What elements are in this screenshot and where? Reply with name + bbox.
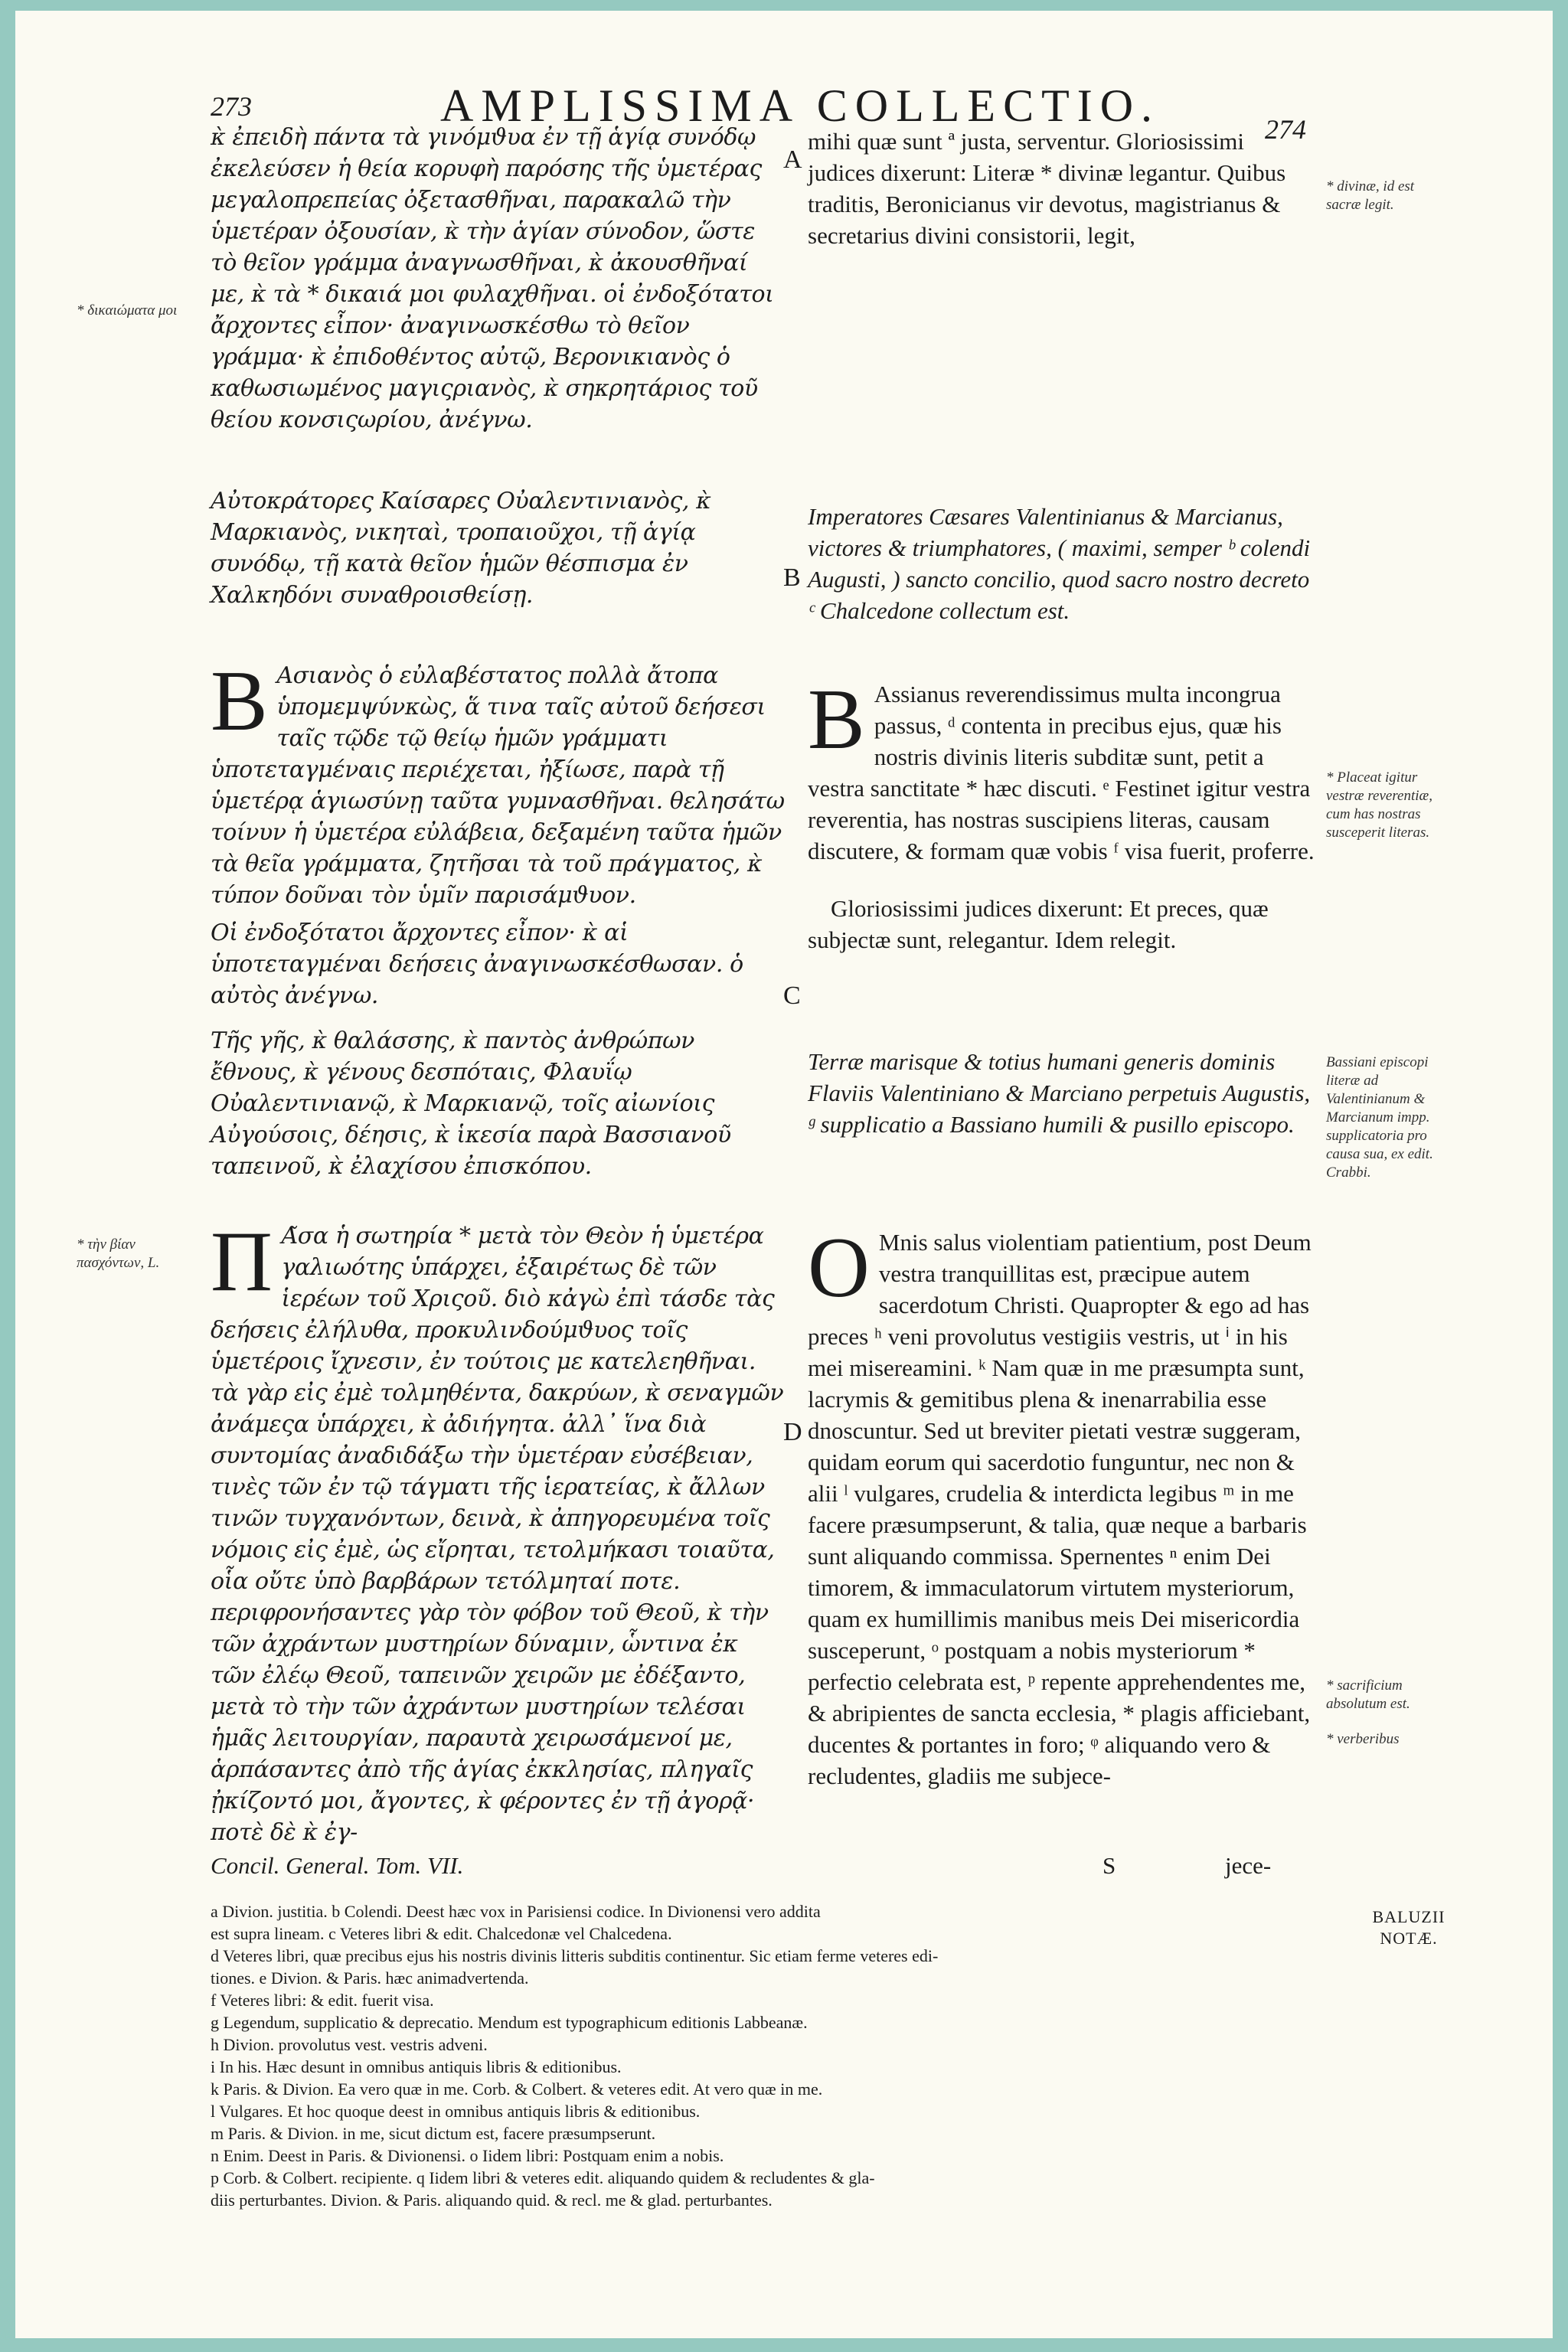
margin-letter-c: C: [783, 982, 801, 1010]
footnote-line: a Divion. justitia. b Colendi. Deest hæc vox in Parisiensi codice. In Divionensi vero addita: [211, 1902, 821, 1921]
latin-column-section-2: [808, 501, 1317, 632]
latin-paragraph: Gloriosissimi judices dixerunt: Et preces, quæ subjectæ sunt, relegantur. Idem relegit.: [808, 895, 1269, 953]
footnote-line: h Divion. provolutus vest. vestris adveni.: [211, 2035, 488, 2054]
margin-note-left: * δικαιώματα μοι: [77, 302, 178, 318]
greek-paragraph: Π Α̃σα ἡ σωτηρία * μετὰ τὸν Θεὸν ἡ ὑμετέρα γαλιωότης ὑπάρχει, ἐξαιρέτως δὲ τῶν ἱερέων τοῦ Χριςοῦ. διὸ κἀγὼ ἐπὶ τάσδε τὰς δεήσεις ἐλήλυθα, προκυλινδούμϑυος τοῖς ὑμετέροις ἴχνεσιν, ἐν τούτοις με κατελεηθῆναι. τὰ γὰρ εἰς ἐμὲ τολμηθέντα, δακρύων, κ̀ σεναγμῶν ἀνάμεςα ὑπάρχει, κ̀ ἀδιήγητα. ἀλλ᾽ ἵνα διὰ συντομίας ἀναδιδάξω τὴν ὑμετέραν εὐσέβειαν, τινὲς τῶν ἐν τῷ τάγματι τῆς ἱερατείας, κ̀ ἄλλων τινῶν τυγχανόντων, δεινὰ, κ̀ ἀπηγορευμένα τοῖς νόμοις εἰς ἐμὲ, ὡς εἴρηται, τετολμήκασι τοιαῦτα, οἷα οὔτε ὑπὸ βαρβάρων τετόλμηταί ποτε. περιφρονήσαντες γὰρ τὸν φόβον τοῦ Θεοῦ, κ̀ τὴν τῶν ἀχράντων μυστηρίων δύναμιν, ὧντινα ἐκ τῶν ἐλέῳ Θεοῦ, ταπεινῶν χειρῶν με ἐδέξαντο, μετὰ τὸ τὴν τῶν ἀχράντων μυστηρίων τελέσαι ἡμᾶς λειτουργίαν, παραυτὰ χειρωσάμενοί με, ἁρπάσαντες ἀπὸ τῆς ἁγίας ἐκκλησίας, πληγαῖς ᾐκίζοντό μοι, ἄγοντες, κ̀ φέροντες ἐν τῇ ἀγορᾷ· ποτὲ δὲ κ̀ ἐγ-: [211, 1214, 784, 1846]
margin-letter-d: D: [783, 1418, 802, 1446]
footnote-line: i In his. Hæc desunt in omnibus antiquis libris & editionibus.: [211, 2057, 622, 2076]
footnote-line: diis perturbantes. Divion. & Paris. aliquando quid. & recl. me & glad. perturbantes.: [211, 2190, 773, 2210]
greek-column-section-5: [211, 1214, 785, 1854]
footnote-line: p Corb. & Colbert. recipiente. q Iidem libri & veteres edit. aliquando quidem & recludentes & gla-: [211, 2168, 875, 2187]
book-page: [15, 11, 1553, 2338]
footnote-line: n Enim. Deest in Paris. & Divionensi. o Iidem libri: Postquam enim a nobis.: [211, 2146, 724, 2165]
footnote-line: l Vulgares. Et hoc quoque deest in omnibus antiquis libris & editionibus.: [211, 2102, 701, 2121]
margin-note-right: * verberibus: [1326, 1731, 1400, 1747]
margin-letter-a: A: [783, 145, 802, 174]
greek-column-section-3: [211, 654, 785, 1018]
baluzii-notes-label: BALUZII NOTÆ.: [1372, 1907, 1446, 1948]
footnote-line: g Legendum, supplicatio & deprecatio. Mendum est typographicum editionis Labbeanæ.: [211, 2013, 808, 2032]
footnote-line: tiones. e Divion. & Paris. hæc animadvertenda.: [211, 1968, 529, 1988]
latin-column-section-1: [808, 126, 1317, 257]
margin-note-right: * Placeat igitur vestræ reverentiæ, cum has nostras susceperit literas.: [1326, 769, 1432, 841]
margin-note-left: * τὴν βίαν πασχόντων, L.: [77, 1236, 160, 1271]
margin-letter-b: B: [783, 564, 801, 592]
latin-column-section-5: [808, 1220, 1317, 1798]
left-page-number: 273: [211, 91, 252, 122]
signature-mark: S: [1102, 1852, 1116, 1879]
greek-column-section-4: [211, 1025, 785, 1188]
footnotes: [211, 1900, 1359, 2211]
greek-paragraph: κ̀ ἐπειδὴ πάντα τὰ γινόμϑυα ἐν τῇ ἁγίᾳ συνόδῳ ἐκελεύσεν ἡ θεία κορυφὴ παρόσης τῆς ὑμετέρας μεγαλοπρεπείας ὀξετασθῆναι, παρακαλῶ τὴν ὑμετέραν ὀξουσίαν, κ̀ τὴν ἁγίαν σύνοδον, ὥστε τὸ θεῖον γράμμα ἀναγνωσθῆναι, κ̀ ἀκουσθῆναί με, κ̀ τὰ * δικαιά μοι φυλαχθῆναι. οἱ ἐνδοξότατοι ἄρχοντες εἶπον· ἀναγινωσκέσθω τὸ θεῖον γράμμα· κ̀ ἐπιδοθέντος αὐτῷ, Βερονικιανὸς ὁ καθωσιωμένος μαγιςριανὸς, κ̀ σηκρητάριος τοῦ θείου κονσιςωρίου, ἀνέγνω.: [211, 124, 774, 433]
latin-column-section-3: [808, 672, 1317, 962]
margin-note-right: * sacrificium absolutum est.: [1326, 1677, 1410, 1712]
greek-column-section-2: [211, 485, 785, 617]
latin-paragraph: O Mnis salus violentiam patientium, post Deum vestra tranquillitas est, præcipue autem sacerdotum Christi. Quapropter & ego ad has preces ʰ veni provolutus vestigiis vestris, ut ⁱ in his mei misereamini. ᵏ Nam quæ in me præsumpta sunt, lacrymis & gemitibus plena & inenarrabilia esse dnoscuntur. Sed ut breviter pietati vestræ suggeram, quidam eorum qui sacerdotio funguntur, nec non & alii ˡ vulgares, crudelia & interdicta legibus ᵐ in me facere præsumpserunt, & talia, quæ neque a barbaris sunt aliquando commissa. Spernentes ⁿ enim Dei timorem, & immaculatorum virtutem mysteriorum, quam ex humillimis manibus meis Dei misericordia susceperunt, ᵒ postquam a nobis mysteriorum * perfectio celebrata est, ᵖ repente apprehendentes me, & abripientes de sancta ecclesia, * plagis afficiebant, ducentes & portantes in foro; ᵠ aliquando vero & recludentes, gladiis me subjece-: [808, 1220, 1312, 1789]
latin-heading-paragraph: Terræ marisque & totius humani generis dominis Flaviis Valentiniano & Marciano perpetuis Augustis, ᵍ supplicatio a Bassiano humili & pusillo episcopo.: [808, 1048, 1311, 1138]
footnote-line: f Veteres libri: & edit. fuerit visa.: [211, 1991, 434, 2010]
latin-paragraph: B Assianus reverendissimus multa incongrua passus, ᵈ contenta in precibus ejus, quæ his nostris divinis literis subditæ sunt, petit a vestra sanctitate * hæc discuti. ᵉ Festinet igitur vestra reverentia, has nostras suscipiens literas, causam discutere, & formam quæ vobis ᶠ visa fuerit, proferre.: [808, 672, 1315, 864]
footnote-line: est supra lineam. c Veteres libri & edit. Chalcedonæ vel Chalcedena.: [211, 1924, 672, 1943]
greek-column-section-1: [211, 122, 785, 442]
right-page-number: 274: [1265, 114, 1306, 145]
margin-note-right: Bassiani episcopi literæ ad Valentinianum & Marcianum impp. supplicatoria pro causa sua, ex edit. Crabbi.: [1326, 1054, 1433, 1181]
latin-paragraph: mihi quæ sunt ª justa, serventur. Gloriosissimi judices dixerunt: Literæ * divinæ legantur. Quibus traditis, Beronicianus vir devotus, magistrianus & secretarius divini consistorii, legit,: [808, 128, 1286, 249]
latin-column-section-4: [808, 1046, 1317, 1146]
drop-cap-initial: B: [808, 672, 865, 767]
drop-cap-initial: Β: [211, 654, 268, 749]
margin-note-right: * divinæ, id est sacræ legit.: [1326, 178, 1415, 213]
greek-paragraph: Οἱ ἐνδοξότατοι ἄρχοντες εἶπον· κ̀ αἱ ὑποτεταγμέναι δεήσεις ἀναγινωσκέσθωσαν. ὁ αὐτὸς ἀνέγνω.: [211, 920, 743, 1009]
volume-label: Concil. General. Tom. VII.: [211, 1852, 464, 1879]
drop-cap-initial: Π: [211, 1214, 273, 1309]
footnote-line: d Veteres libri, quæ precibus ejus his nostris divinis litteris subditis continentur. Sic etiam ferme veteres edi-: [211, 1946, 939, 1965]
greek-heading-paragraph: Αὐτοκράτορες Καίσαρες Οὐαλεντινιανὸς, κ̀ Μαρκιανὸς, νικηταὶ, τροπαιοῦχοι, τῇ ἁγίᾳ συνόδῳ, τῇ κατὰ θεῖον ἡμῶν θέσπισμα ἐν Χαλκηδόνι συναθροισθείσῃ.: [211, 488, 711, 609]
greek-heading-paragraph: Τῆς γῆς, κ̀ θαλάσσης, κ̀ παντὸς ἀνθρώπων ἔθνους, κ̀ γένους δεσπόταις, Φλαυΐῳ Οὐαλεντινιανῷ, κ̀ Μαρκιανῷ, τοῖς αἰωνίοις Αὐγούσοις, δέησις, κ̀ ἱκεσία παρὰ Βασσιανοῦ ταπεινοῦ, κ̀ ἐλαχίσου ἐπισκόπου.: [211, 1027, 731, 1180]
latin-heading-paragraph: Imperatores Cæsares Valentinianus & Marcianus, victores & triumphatores, ( maximi, semper ᵇ colendi Augusti, ) sancto concilio, quod sacro nostro decreto ᶜ Chalcedone collectum est.: [808, 503, 1311, 624]
drop-cap-initial: O: [808, 1220, 870, 1315]
greek-paragraph: Β Ασιανὸς ὁ εὐλαβέστατος πολλὰ ἄτοπα ὑπομεμψύνκὼς, ἅ τινα ταῖς αὐτοῦ δεήσεσι ταῖς τῷδε τῷ θείῳ ἡμῶν γράμματι ὑποτεταγμέναις περιέχεται, ἠξίωσε, παρὰ τῇ ὑμετέρᾳ ἁγιωσύνῃ ταῦτα γυμνασθῆναι. θελησάτω τοίνυν ἡ ὑμετέρα εὐλάβεια, δεξαμένη ταῦτα ἡμῶν τὰ θεῖα γράμματα, ζητῆσαι τὰ τοῦ πράγματος, κ̀ τύπον δοῦναι τὸν ὑμῖν παρισάμϑυον.: [211, 654, 785, 909]
footnote-line: m Paris. & Divion. in me, sicut dictum est, facere præsumpserunt.: [211, 2124, 656, 2143]
footnote-line: k Paris. & Divion. Ea vero quæ in me. Corb. & Colbert. & veteres edit. At vero quæ in me.: [211, 2079, 823, 2099]
running-title: AMPLISSIMA COLLECTIO.: [440, 80, 1161, 131]
catchword: jece-: [1225, 1852, 1272, 1879]
